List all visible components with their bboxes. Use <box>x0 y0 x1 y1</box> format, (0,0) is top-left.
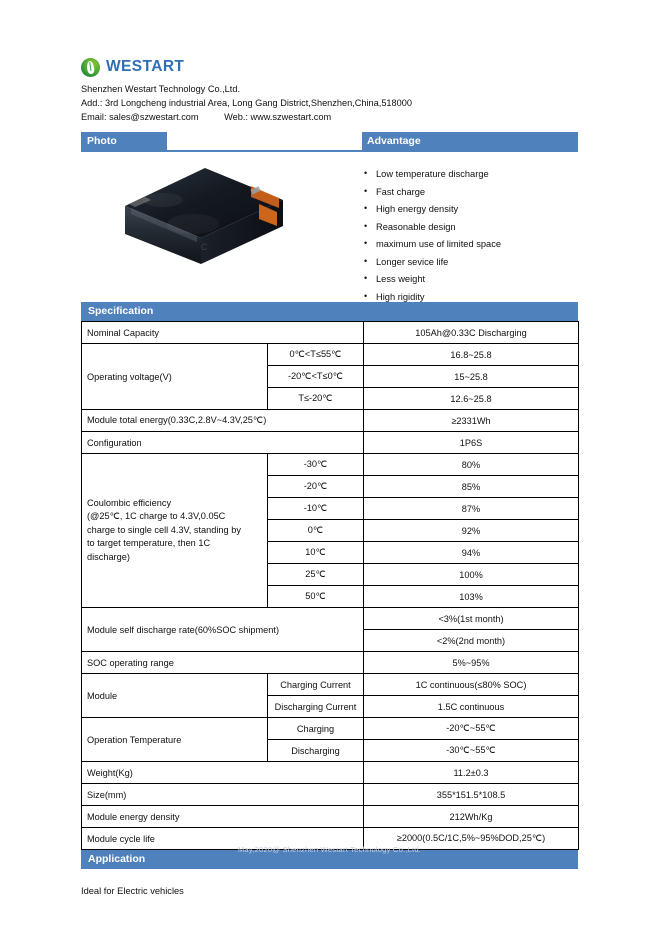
row-subcondition: Discharging <box>268 740 364 762</box>
showcase-row <box>81 152 578 302</box>
row-label: Weight(Kg) <box>82 762 364 784</box>
row-value: 105Ah@0.33C Discharging <box>364 322 579 344</box>
page-content <box>81 55 578 896</box>
row-label-line: charge to single cell 4.3V, standing by <box>87 524 241 535</box>
company-contact: Email: sales@szwestart.com Web.: www.szwestart.com <box>81 112 332 122</box>
brand-name: WESTART <box>106 58 185 75</box>
row-value: 15~25.8 <box>364 366 579 388</box>
row-label-line: (@25℃, 1C charge to 4.3V,0.05C <box>87 511 226 522</box>
brand-header <box>81 55 578 79</box>
row-value: 87% <box>364 498 579 520</box>
company-name: Shenzhen Westart Technology Co.,Ltd. <box>81 84 241 94</box>
list-item: • Fast charge <box>362 184 578 202</box>
row-label: Module energy density <box>82 806 364 828</box>
list-item: • Longer sevice life <box>362 254 578 272</box>
row-label: Module self discharge rate(60%SOC shipment) <box>82 608 364 652</box>
specification-section-header <box>81 302 578 321</box>
row-value: 5%~95% <box>364 652 579 674</box>
row-label: Module cycle life <box>82 828 364 850</box>
row-value: 94% <box>364 542 579 564</box>
table-row <box>82 432 579 454</box>
row-subcondition: 0℃<T≤55℃ <box>268 344 364 366</box>
row-label: Module total energy(0.33C,2.8V~4.3V,25℃) <box>82 410 364 432</box>
footer-copyright: May,2020@ Shenzhen Westart Technology Co.,Ltd. <box>237 845 422 854</box>
row-subcondition: -20℃<T≤0℃ <box>268 366 364 388</box>
svg-text:C: C <box>201 242 208 252</box>
row-value: <3%(1st month) <box>364 608 579 630</box>
application-title: Application <box>88 853 146 865</box>
row-subcondition: -10℃ <box>268 498 364 520</box>
row-value: 12.6~25.8 <box>364 388 579 410</box>
row-subcondition: -30℃ <box>268 454 364 476</box>
row-value: 355*151.5*108.5 <box>364 784 579 806</box>
row-subcondition: 50℃ <box>268 586 364 608</box>
row-subcondition: 25℃ <box>268 564 364 586</box>
row-subcondition: Charging <box>268 718 364 740</box>
list-item: • High energy density <box>362 201 578 219</box>
specification-title: Specification <box>88 305 154 317</box>
row-value: <2%(2nd month) <box>364 630 579 652</box>
row-label: Size(mm) <box>82 784 364 806</box>
row-value: 80% <box>364 454 579 476</box>
row-value: ≥2000(0.5C/1C,5%~95%DOD,25℃) <box>364 828 579 850</box>
row-value: 16.8~25.8 <box>364 344 579 366</box>
photo-section-title: Photo <box>87 135 117 147</box>
row-label-line: to target temperature, then 1C <box>87 538 211 549</box>
row-label: Operating voltage(V) <box>82 344 268 410</box>
row-value: 11.2±0.3 <box>364 762 579 784</box>
table-row <box>82 410 579 432</box>
row-value: 85% <box>364 476 579 498</box>
table-row <box>82 718 579 740</box>
list-item: • Reasonable design <box>362 219 578 237</box>
table-row <box>82 762 579 784</box>
advantage-list <box>362 152 578 302</box>
battery-module-photo <box>101 164 291 270</box>
table-row <box>82 806 579 828</box>
row-label: Nominal Capacity <box>82 322 364 344</box>
row-subcondition: T≤-20℃ <box>268 388 364 410</box>
row-value: 1C continuous(≤80% SOC) <box>364 674 579 696</box>
application-text: Ideal for Electric vehicles <box>81 886 184 896</box>
row-label: SOC operating range <box>82 652 364 674</box>
list-item: • Less weight <box>362 271 578 289</box>
table-row <box>82 608 579 630</box>
row-subcondition: Charging Current <box>268 674 364 696</box>
row-label: Module <box>82 674 268 718</box>
table-row <box>82 454 579 476</box>
table-row <box>82 784 579 806</box>
row-subcondition: 0℃ <box>268 520 364 542</box>
row-subcondition: 10℃ <box>268 542 364 564</box>
row-subcondition: Discharging Current <box>268 696 364 718</box>
row-value: 103% <box>364 586 579 608</box>
table-row <box>82 652 579 674</box>
row-label-line: Coulombic efficiency <box>87 497 172 508</box>
table-row <box>82 322 579 344</box>
table-row <box>82 344 579 366</box>
advantage-section-title: Advantage <box>367 135 421 147</box>
row-value: 1P6S <box>364 432 579 454</box>
row-label-line: discharge) <box>87 551 130 562</box>
row-subcondition: -20℃ <box>268 476 364 498</box>
row-value: 92% <box>364 520 579 542</box>
row-label <box>82 454 268 608</box>
row-value: -20℃~55℃ <box>364 718 579 740</box>
row-value: 100% <box>364 564 579 586</box>
row-value: -30℃~55℃ <box>364 740 579 762</box>
westart-leaf-logo-icon <box>81 58 100 77</box>
photo-cell <box>81 152 362 302</box>
band-gap <box>167 132 362 150</box>
table-row <box>82 674 579 696</box>
row-value: 212Wh/Kg <box>364 806 579 828</box>
specification-table <box>81 321 579 850</box>
list-item: • Low temperature discharge <box>362 166 578 184</box>
row-label: Configuration <box>82 432 364 454</box>
row-value: ≥2331Wh <box>364 410 579 432</box>
row-value: 1.5C continuous <box>364 696 579 718</box>
list-item: • High rigidity <box>362 289 578 307</box>
row-label: Operation Temperature <box>82 718 268 762</box>
list-item: • maximum use of limited space <box>362 236 578 254</box>
company-address: Add.: 3rd Longcheng industrial Area, Long Gang District,Shenzhen,China,518000 <box>81 98 412 108</box>
photo-advantage-band <box>81 132 578 152</box>
